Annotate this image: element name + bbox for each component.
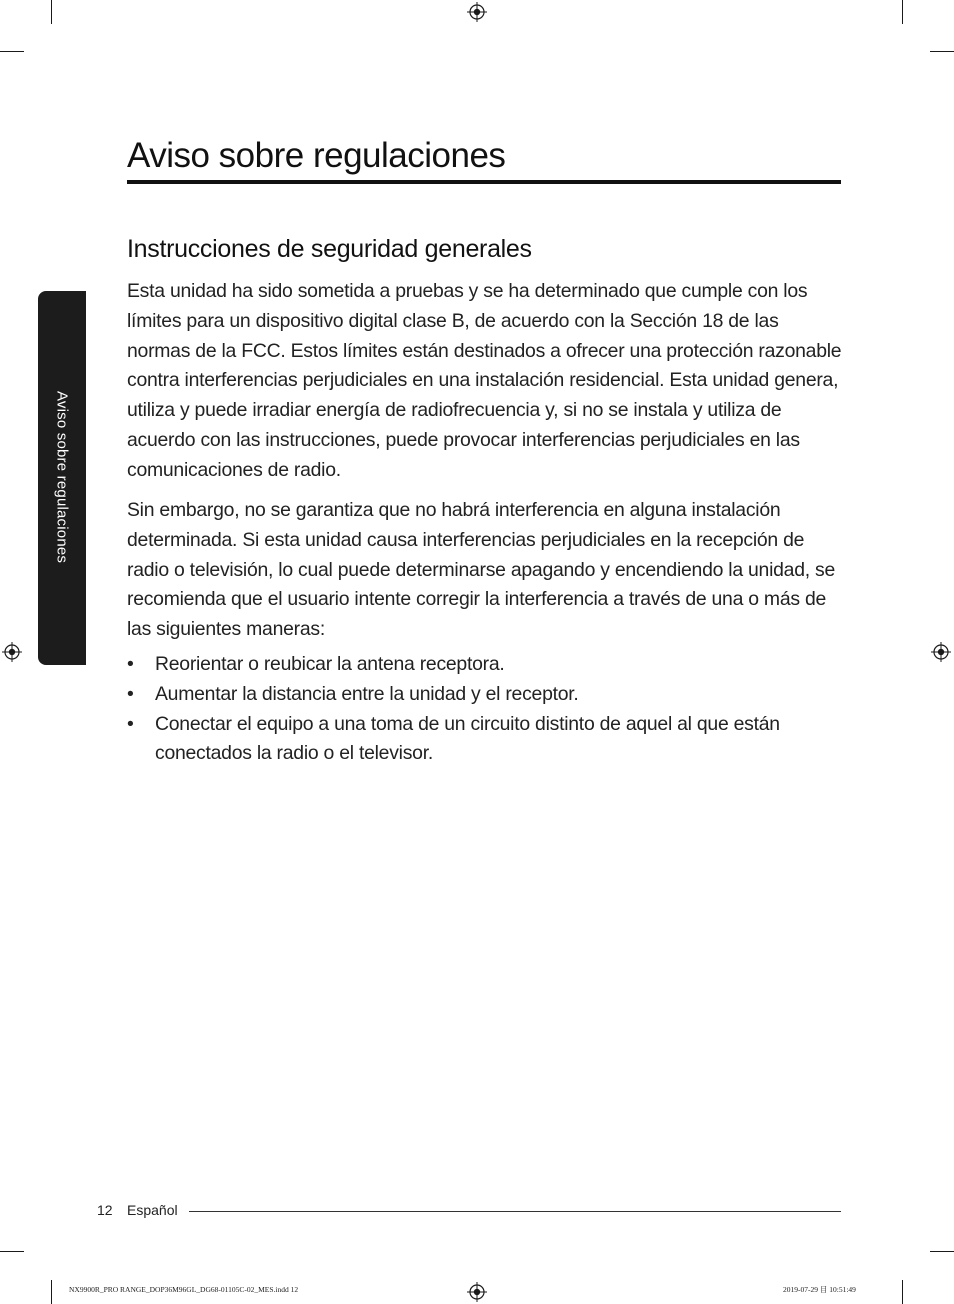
- paragraph: Esta unidad ha sido sometida a pruebas y se ha determinado que cumple con los límites para un dispositivo digital clase B, de acuerdo con la Sección 18 de las normas de la FCC. Estos límites están destinados a ofrecer una protección razonable contra interferencias perjudiciales en una instalación residencial. Esta unidad genera, utiliza y puede irradiar energía de radiofrecuencia y, si no se instala y utiliza de acuerdo con las instrucciones, puede provocar interferencias perjudiciales en las comunicaciones de radio.: [127, 280, 842, 481]
- bullet-icon: •: [127, 653, 134, 675]
- footer-language: Español: [127, 1202, 178, 1218]
- print-slug-file: NX9900R_PRO RANGE_DOP36M96GL_DG68-01105C-02_MES.indd 12: [69, 1285, 299, 1294]
- bullet-list: [127, 650, 843, 769]
- crop-mark: [930, 51, 954, 52]
- registration-mark-icon: [467, 1282, 487, 1302]
- list-item-text: Conectar el equipo a una toma de un circuito distinto de aquel al que están conectados la radio o el televisor.: [155, 712, 780, 765]
- side-tab-label: Aviso sobre regulaciones: [53, 391, 71, 564]
- page-number: 12: [97, 1202, 113, 1218]
- side-chapter-tab: [38, 291, 86, 665]
- crop-mark: [902, 1280, 903, 1304]
- print-slug-date: 2019-07-29 目 10:51:49: [783, 1285, 856, 1294]
- crop-mark: [51, 1280, 52, 1304]
- list-item-text: Aumentar la distancia entre la unidad y el receptor.: [155, 682, 579, 705]
- registration-mark-icon: [2, 642, 22, 662]
- bullet-icon: •: [127, 712, 134, 735]
- crop-mark: [930, 1251, 954, 1252]
- list-item-text: Reorientar o reubicar la antena receptora.: [155, 653, 505, 675]
- list-item: [127, 680, 843, 710]
- list-item: [127, 710, 843, 770]
- registration-mark-icon: [931, 642, 951, 662]
- page-title: Aviso sobre regulaciones: [127, 136, 506, 175]
- crop-mark: [0, 51, 24, 52]
- bullet-icon: •: [127, 682, 134, 705]
- paragraph: Sin embargo, no se garantiza que no habrá interferencia en alguna instalación determinada. Si esta unidad causa interferencias perjudiciales en la recepción de radio o televisión, lo cual puede determinarse apagando y encendiendo la unidad, se recomienda que el usuario intente corregir la interferencia a través de una o más de las siguientes maneras:: [127, 499, 835, 641]
- section-heading: Instrucciones de seguridad generales: [127, 235, 532, 263]
- list-item: [127, 650, 843, 680]
- crop-mark: [51, 0, 52, 24]
- title-rule: [127, 180, 841, 184]
- crop-mark: [0, 1251, 24, 1252]
- crop-mark: [902, 0, 903, 24]
- registration-mark-icon: [467, 2, 487, 22]
- footer-rule: [189, 1211, 841, 1212]
